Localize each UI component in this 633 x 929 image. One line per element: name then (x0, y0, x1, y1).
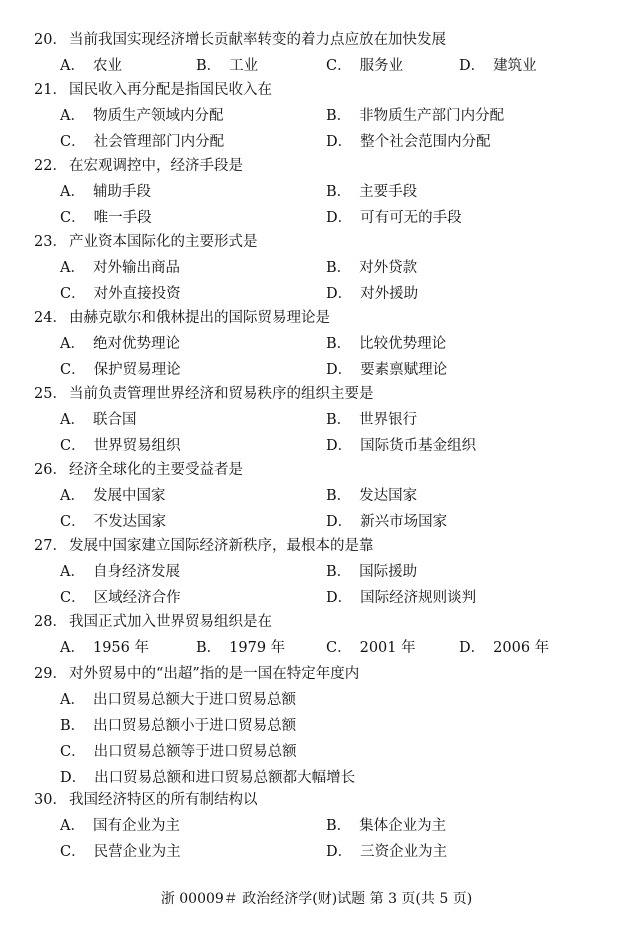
option-b (326, 562, 417, 582)
question-text: 当前我国实现经济增长贡献率转变的着力点应放在加快发展 (68, 32, 446, 48)
option-letter: C． (60, 438, 86, 454)
option-d (326, 360, 447, 380)
option-b (326, 816, 446, 836)
question-text: 当前负责管理世界经济和贸易秩序的组织主要是 (68, 386, 374, 402)
option-letter: B． (326, 184, 352, 200)
option-text: 新兴市场国家 (360, 514, 448, 530)
question-number: 28． (34, 614, 67, 630)
question-stem (34, 384, 373, 404)
question-stem (34, 460, 243, 480)
option-text: 对外贷款 (359, 260, 418, 276)
option-b (326, 410, 417, 430)
option-c (326, 56, 403, 76)
question-stem (34, 30, 446, 50)
option-text: 三资企业为主 (360, 844, 448, 860)
option-text: 出口贸易总额小于进口贸易总额 (93, 718, 297, 734)
option-letter: C． (60, 844, 86, 860)
option-text: 辅助手段 (92, 184, 151, 200)
option-a (60, 486, 165, 506)
option-d (459, 638, 549, 658)
option-text: 唯一手段 (93, 210, 152, 226)
option-b (326, 486, 417, 506)
option-letter: A． (60, 58, 85, 74)
option-text: 保护贸易理论 (93, 362, 181, 378)
option-d (326, 284, 418, 304)
option-letter: B． (60, 718, 86, 734)
option-letter: B． (326, 564, 352, 580)
option-c (60, 284, 181, 304)
option-letter: C． (60, 514, 86, 530)
option-letter: D． (326, 514, 353, 530)
option-c (60, 742, 297, 762)
option-text: 对外输出商品 (92, 260, 180, 276)
option-text: 集体企业为主 (359, 818, 447, 834)
question-text: 国民收入再分配是指国民收入在 (68, 82, 272, 98)
option-text: 国际援助 (359, 564, 418, 580)
option-letter: A． (60, 818, 85, 834)
option-a (60, 258, 180, 278)
option-letter: C． (60, 362, 86, 378)
option-text: 1956 年 (92, 640, 149, 656)
option-a (60, 56, 122, 76)
option-text: 出口贸易总额大于进口贸易总额 (92, 692, 296, 708)
option-text: 建筑业 (493, 58, 537, 74)
option-d (60, 768, 355, 788)
option-letter: D． (326, 590, 353, 606)
option-text: 国际货币基金组织 (360, 438, 477, 454)
option-text: 服务业 (359, 58, 404, 74)
option-letter: C． (60, 134, 86, 150)
option-b (326, 106, 504, 126)
option-letter: D． (326, 844, 353, 860)
option-text: 农业 (92, 58, 122, 74)
option-letter: B． (196, 640, 222, 656)
option-d (326, 512, 447, 532)
option-letter: C． (60, 210, 86, 226)
option-letter: B． (326, 108, 352, 124)
option-letter: A． (60, 640, 85, 656)
option-text: 对外直接投资 (93, 286, 181, 302)
option-b (60, 716, 296, 736)
option-letter: A． (60, 692, 85, 708)
option-letter: A． (60, 260, 85, 276)
option-b (196, 56, 258, 76)
option-text: 非物质生产部门内分配 (359, 108, 505, 124)
option-d (326, 842, 447, 862)
option-text: 比较优势理论 (359, 336, 447, 352)
option-d (326, 132, 491, 152)
option-letter: A． (60, 488, 85, 504)
option-letter: A． (60, 412, 85, 428)
question-stem (34, 790, 257, 810)
option-letter: B． (326, 336, 352, 352)
question-number: 27． (34, 538, 67, 554)
question-text: 我国经济特区的所有制结构以 (68, 792, 258, 808)
option-c (60, 132, 224, 152)
option-text: 2006 年 (493, 640, 550, 656)
option-letter: A． (60, 564, 85, 580)
question-number: 30． (34, 792, 67, 808)
option-c (60, 588, 181, 608)
option-letter: C． (60, 590, 86, 606)
option-text: 出口贸易总额等于进口贸易总额 (93, 744, 297, 760)
question-stem (34, 612, 272, 632)
option-letter: A． (60, 108, 85, 124)
option-c (60, 208, 152, 228)
option-letter: D． (326, 210, 353, 226)
option-letter: B． (326, 412, 352, 428)
option-letter: D． (326, 134, 353, 150)
option-b (326, 334, 446, 354)
option-d (326, 436, 476, 456)
option-letter: C． (60, 286, 86, 302)
option-a (60, 816, 180, 836)
option-a (60, 106, 223, 126)
question-number: 23． (34, 234, 67, 250)
option-c (326, 638, 416, 658)
question-stem (34, 536, 373, 556)
option-text: 可有可无的手段 (360, 210, 462, 226)
option-letter: A． (60, 184, 85, 200)
question-number: 22． (34, 158, 67, 174)
option-letter: B． (326, 488, 352, 504)
option-text: 物质生产领域内分配 (92, 108, 224, 124)
question-text: 由赫克歇尔和俄林提出的国际贸易理论是 (68, 310, 330, 326)
option-a (60, 410, 136, 430)
question-number: 21． (34, 82, 67, 98)
option-d (459, 56, 537, 76)
option-b (326, 182, 417, 202)
question-text: 经济全球化的主要受益者是 (68, 462, 243, 478)
question-number: 20． (34, 32, 67, 48)
option-text: 世界银行 (359, 412, 418, 428)
option-text: 整个社会范围内分配 (360, 134, 491, 150)
option-text: 联合国 (92, 412, 137, 428)
question-stem (34, 308, 330, 328)
option-letter: C． (326, 58, 352, 74)
question-stem (34, 232, 257, 252)
option-text: 发展中国家 (92, 488, 166, 504)
option-text: 工业 (229, 58, 259, 74)
question-number: 24． (34, 310, 67, 326)
option-text: 2001 年 (359, 640, 416, 656)
option-letter: D． (326, 438, 353, 454)
option-text: 主要手段 (359, 184, 418, 200)
option-d (326, 588, 476, 608)
option-d (326, 208, 462, 228)
option-c (60, 436, 181, 456)
option-text: 发达国家 (359, 488, 418, 504)
question-number: 26． (34, 462, 67, 478)
option-a (60, 334, 180, 354)
option-letter: D． (326, 362, 353, 378)
option-text: 世界贸易组织 (93, 438, 181, 454)
option-text: 国际经济规则谈判 (360, 590, 477, 606)
option-text: 自身经济发展 (92, 564, 180, 580)
option-text: 绝对优势理论 (92, 336, 180, 352)
option-letter: D． (459, 58, 486, 74)
option-c (60, 512, 166, 532)
question-text: 发展中国家建立国际经济新秩序，最根本的是靠 (68, 538, 374, 554)
option-text: 1979 年 (229, 640, 286, 656)
option-b (196, 638, 285, 658)
option-b (326, 258, 417, 278)
question-stem (34, 664, 359, 684)
option-a (60, 638, 149, 658)
option-letter: B． (196, 58, 222, 74)
option-letter: B． (326, 818, 352, 834)
question-number: 25． (34, 386, 67, 402)
option-c (60, 842, 181, 862)
option-letter: A． (60, 336, 85, 352)
option-letter: B． (326, 260, 352, 276)
question-text: 我国正式加入世界贸易组织是在 (68, 614, 272, 630)
question-text: 在宏观调控中，经济手段是 (68, 158, 243, 174)
option-letter: C． (326, 640, 352, 656)
option-text: 对外援助 (360, 286, 419, 302)
option-text: 要素禀赋理论 (360, 362, 448, 378)
option-a (60, 690, 296, 710)
option-text: 不发达国家 (93, 514, 167, 530)
option-text: 国有企业为主 (92, 818, 180, 834)
option-text: 区域经济合作 (93, 590, 181, 606)
option-text: 出口贸易总额和进口贸易总额都大幅增长 (94, 770, 356, 786)
question-text: 对外贸易中的“出超”指的是一国在特定年度内 (68, 666, 360, 682)
page-footer: 浙 00009＃ 政治经济学(财)试题 第 3 页(共 5 页) (160, 891, 473, 907)
question-text: 产业资本国际化的主要形式是 (68, 234, 258, 250)
option-a (60, 562, 180, 582)
option-text: 社会管理部门内分配 (93, 134, 225, 150)
question-number: 29． (34, 666, 67, 682)
option-letter: C． (60, 744, 86, 760)
question-stem (34, 80, 272, 100)
option-a (60, 182, 151, 202)
option-letter: D． (60, 770, 87, 786)
option-text: 民营企业为主 (93, 844, 181, 860)
option-letter: D． (326, 286, 353, 302)
option-c (60, 360, 181, 380)
option-letter: D． (459, 640, 486, 656)
question-stem (34, 156, 243, 176)
